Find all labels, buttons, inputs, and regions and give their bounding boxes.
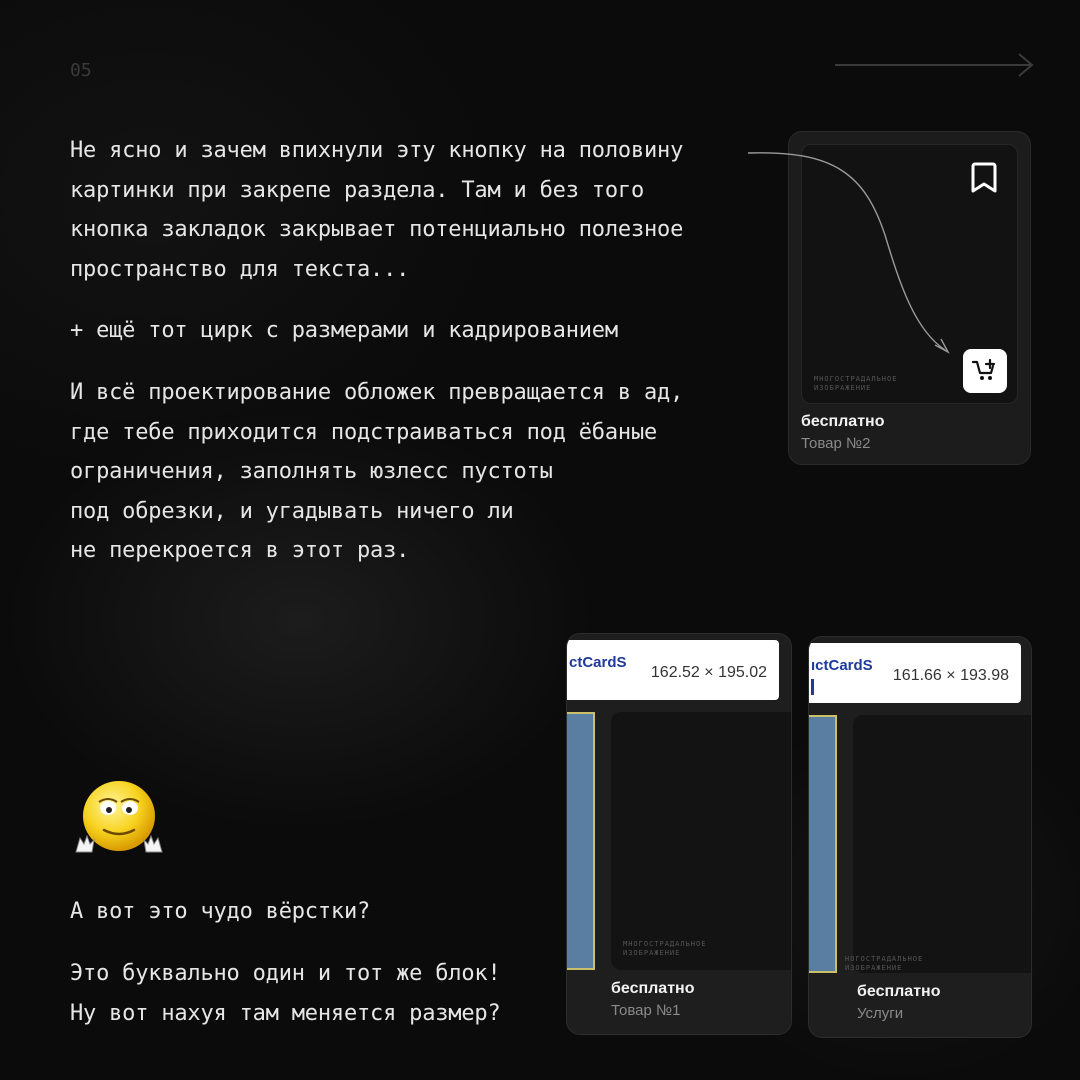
- neighbor-card-edge: [567, 712, 595, 970]
- arrow-right-icon: [835, 50, 1035, 80]
- card-product-name: Услуги: [857, 1005, 904, 1022]
- component-name: ctCardS: [569, 654, 627, 671]
- product-card-top[interactable]: [788, 131, 1031, 465]
- dimension-value: 161.66 × 193.98: [892, 667, 1009, 684]
- page-number: 05: [70, 60, 92, 81]
- product-image: [845, 715, 1032, 973]
- card-product-name: Товар №2: [801, 435, 871, 452]
- emoji-shrug-icon: [66, 778, 172, 862]
- image-caption: НОГОСТРАДАЛЬНОЕ ИЗОБРАЖЕНИЕ: [845, 955, 924, 972]
- neighbor-card-edge: [809, 715, 837, 973]
- product-card-a[interactable]: [566, 633, 792, 1035]
- paragraph-intro: Не ясно и зачем впихнули эту кнопку на половину картинки при закрепе раздела. Там и без того кнопка закладок закрывает потенциально полезное пространство для текста...: [70, 138, 684, 282]
- paragraph-design-hell: И всё проектирование обложек превращается в ад, где тебе приходится подстраиваться под ёбаные ограничения, заполнять юзлесс пустоты под обрезки, и угадывать ничего ли не перекроется в этот раз.: [70, 380, 684, 563]
- card-price: бесплатно: [857, 983, 941, 1000]
- card-price: бесплатно: [801, 413, 885, 430]
- product-image: [611, 712, 792, 970]
- add-to-cart-button[interactable]: [963, 349, 1007, 393]
- cart-plus-icon: [972, 359, 998, 383]
- product-image: [801, 144, 1018, 404]
- dimension-tick: [811, 679, 814, 695]
- paragraph-sizing: + ещё тот цирк с размерами и кадрированием: [70, 318, 618, 343]
- bookmark-icon[interactable]: [969, 161, 999, 195]
- image-caption: МНОГОСТРАДАЛЬНОЕ ИЗОБРАЖЕНИЕ: [623, 940, 707, 957]
- card-price: бесплатно: [611, 980, 695, 997]
- component-name: ıctCardS: [811, 657, 873, 674]
- image-caption: МНОГОСТРАДАЛЬНОЕ ИЗОБРАЖЕНИЕ: [814, 375, 898, 392]
- dimension-value: 162.52 × 195.02: [650, 664, 767, 681]
- dimension-label: [567, 640, 779, 700]
- card-product-name: Товар №1: [611, 1002, 681, 1019]
- paragraph-same-block: Это буквально один и тот же блок! Ну вот нахуя там меняется размер?: [70, 961, 501, 1026]
- product-card-b[interactable]: [808, 636, 1032, 1038]
- dimension-label: [809, 643, 1021, 703]
- paragraph-question: А вот это чудо вёрстки?: [70, 899, 371, 924]
